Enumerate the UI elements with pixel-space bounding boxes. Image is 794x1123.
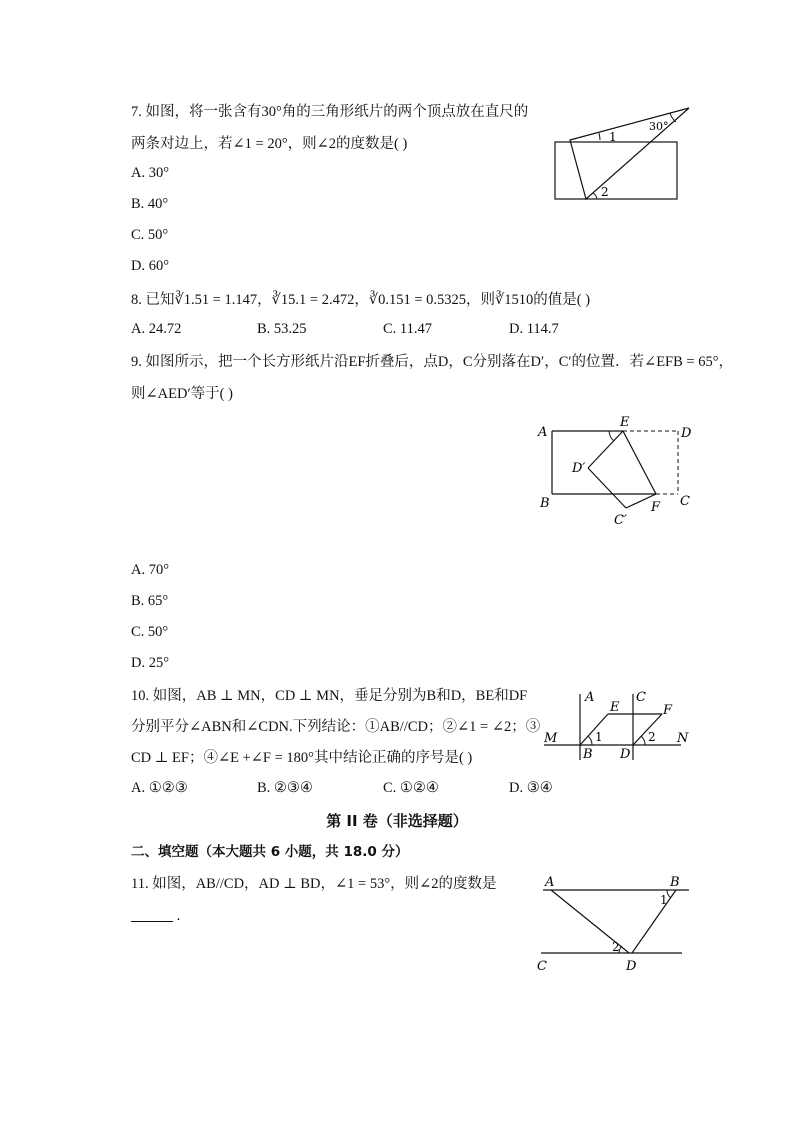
q10-label-e: E bbox=[610, 700, 620, 715]
q10-line3: CD ⊥ EF；④∠E +∠F = 180°其中结论正确的序号是( ) bbox=[131, 750, 473, 766]
q7-angle2-arc bbox=[593, 193, 597, 199]
q11-label-2: 2 bbox=[612, 940, 620, 954]
q9-label-a: A bbox=[538, 425, 548, 440]
q11-label-b: B bbox=[670, 875, 680, 890]
q10-label-a: A bbox=[585, 690, 595, 705]
q11-label-c: C bbox=[537, 959, 547, 974]
q8-option-a[interactable]: A. 24.72 bbox=[131, 321, 182, 337]
q9-label-d: D bbox=[681, 426, 692, 441]
q10-label-m: M bbox=[544, 731, 558, 746]
q10-label-n: N bbox=[677, 731, 689, 746]
q9-label-f: F bbox=[651, 500, 661, 515]
q7-angle1-arc bbox=[599, 133, 600, 140]
q10-label-c: C bbox=[636, 690, 646, 705]
q10-label-1: 1 bbox=[595, 730, 603, 744]
q9-label-b: B bbox=[540, 496, 550, 511]
q11-answer-blank[interactable] bbox=[131, 907, 173, 922]
q9-edge-edp bbox=[588, 431, 623, 468]
q7-figure bbox=[548, 100, 698, 204]
q10-label-b: B bbox=[583, 747, 593, 762]
q10-option-a[interactable]: A. ①②③ bbox=[131, 780, 188, 796]
q9-fold-ef bbox=[623, 431, 656, 494]
q11-label-a: A bbox=[545, 875, 555, 890]
q7-angle30-arc bbox=[670, 113, 676, 122]
q7-option-b[interactable]: B. 40° bbox=[131, 196, 169, 212]
q11-figure bbox=[535, 874, 695, 974]
q11-line1: 11. 如图，AB//CD，AD ⊥ BD，∠1 = 53°，则∠2的度数是 bbox=[131, 876, 497, 892]
q10-option-d[interactable]: D. ③④ bbox=[509, 780, 553, 796]
q7-label-30: 30° bbox=[649, 120, 669, 133]
q9-figure bbox=[535, 412, 705, 530]
q7-triangle bbox=[570, 108, 689, 199]
q11-label-d: D bbox=[626, 959, 637, 974]
q10-figure bbox=[538, 684, 698, 764]
q9-line1: 9. 如图所示，把一个长方形纸片沿EF折叠后，点D，C分别落在D′，C′的位置．若∠EFB = 65°， bbox=[131, 354, 734, 370]
q11-line2 bbox=[131, 906, 180, 926]
q10-line2: 分别平分∠ABN和∠CDN.下列结论：①AB//CD；②∠1 = ∠2；③ bbox=[131, 719, 541, 735]
q9-line2: 则∠AED′等于( ) bbox=[131, 386, 233, 402]
q9-option-d[interactable]: D. 25° bbox=[131, 655, 170, 671]
q7-option-d[interactable]: D. 60° bbox=[131, 258, 170, 274]
q9-edge-dpcp bbox=[588, 468, 626, 508]
q9-option-b[interactable]: B. 65° bbox=[131, 593, 169, 609]
q10-line1: 10. 如图，AB ⊥ MN，CD ⊥ MN，垂足分别为B和D，BE和DF bbox=[131, 688, 528, 704]
q8-line1: 8. 已知∛1.51 = 1.147，∛15.1 = 2.472，∛0.151 = 0.5325，则∛1510的值是( ) bbox=[131, 292, 591, 308]
q11-segment-bd bbox=[632, 890, 676, 953]
part2-title: 第 II 卷（非选择题） bbox=[326, 812, 468, 830]
q7-line2: 两条对边上，若∠1 = 20°，则∠2的度数是( ) bbox=[131, 136, 408, 152]
q8-option-d[interactable]: D. 114.7 bbox=[509, 321, 559, 337]
q9-option-c[interactable]: C. 50° bbox=[131, 624, 169, 640]
q7-label-2: 2 bbox=[601, 185, 609, 199]
q10-option-b[interactable]: B. ②③④ bbox=[257, 780, 313, 796]
q10-label-2: 2 bbox=[648, 730, 656, 744]
q10-angle1-arc bbox=[588, 736, 592, 745]
q9-label-c: C bbox=[680, 494, 690, 509]
q9-option-a[interactable]: A. 70° bbox=[131, 562, 170, 578]
q7-option-c[interactable]: C. 50° bbox=[131, 227, 169, 243]
q8-option-c[interactable]: C. 11.47 bbox=[383, 321, 433, 337]
section-2-heading: 二、填空题（本大题共 6 小题，共 18.0 分） bbox=[131, 844, 409, 860]
q9-label-e: E bbox=[620, 415, 630, 430]
q7-label-1: 1 bbox=[609, 130, 617, 144]
q10-label-f: F bbox=[663, 703, 673, 718]
q9-label-dprime: D′ bbox=[572, 461, 586, 476]
q11-line2-suffix: . bbox=[173, 908, 181, 924]
q10-angle2-arc bbox=[641, 736, 645, 745]
q11-label-1: 1 bbox=[660, 893, 668, 907]
q9-angle-arc bbox=[609, 431, 614, 441]
q7-option-a[interactable]: A. 30° bbox=[131, 165, 170, 181]
q10-label-d: D bbox=[620, 747, 631, 762]
q9-label-cprime: C′ bbox=[614, 513, 627, 528]
q8-option-b[interactable]: B. 53.25 bbox=[257, 321, 307, 337]
q7-line1: 7. 如图，将一张含有30°角的三角形纸片的两个顶点放在直尺的 bbox=[131, 104, 529, 120]
q10-option-c[interactable]: C. ①②④ bbox=[383, 780, 439, 796]
q10-line-be bbox=[580, 714, 608, 745]
